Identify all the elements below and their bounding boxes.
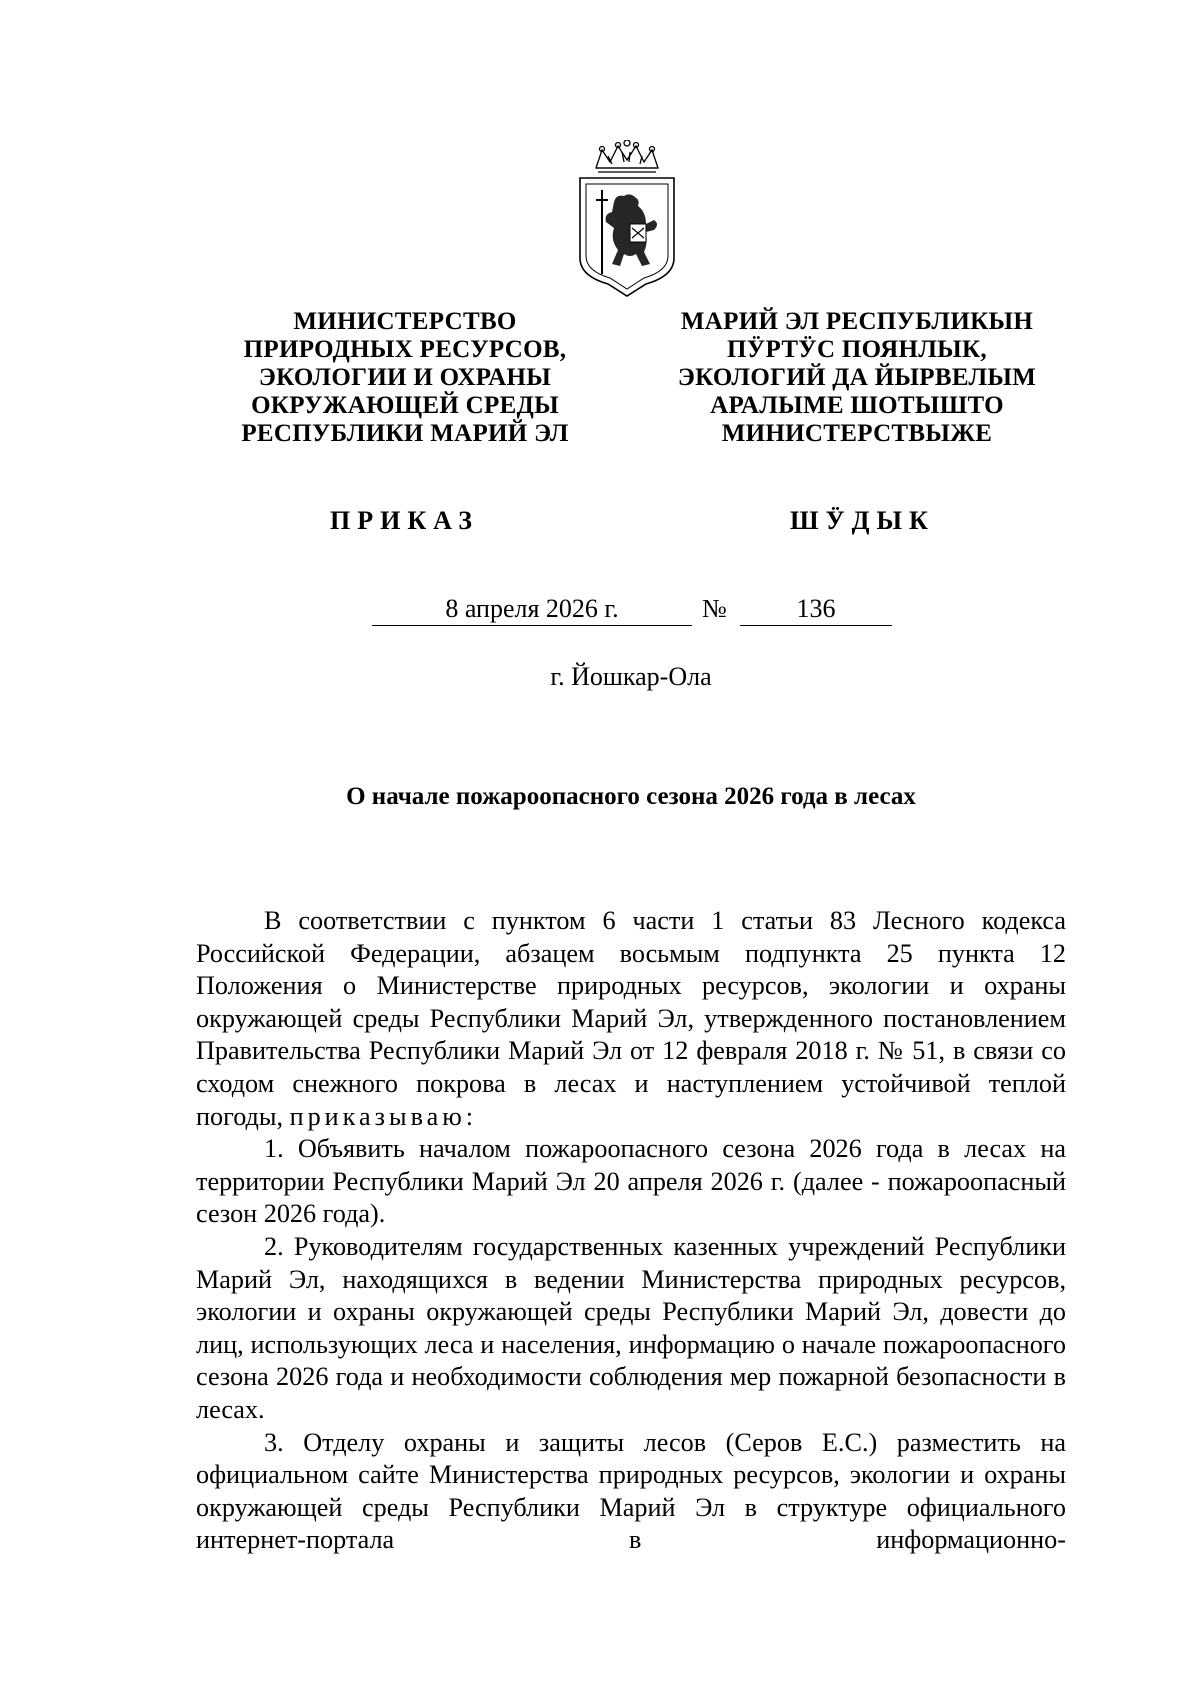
number-sign: № [702,594,727,623]
org-ru-line: ЭКОЛОГИИ И ОХРАНЫ [258,364,552,391]
order-word: приказываю: [289,1101,478,1131]
doc-kind-mari: ШӰДЫК [790,506,935,535]
org-mari-line: МИНИСТЕРСТВЫЖЕ [721,420,993,447]
order-item-2: 2. Руководителям государственных казенных учреждений Республики Марий Эл, находящихся в ведении Министерства природных ресурсов, экологии и охраны окружающей среды Республики Марий Эл, довести до лиц, использующих леса и населения, информацию о начале пожароопасного сезона 2026 года и необходимости соблюдения мер пожарной безопасности в лесах. [196,1231,1066,1424]
org-name-mari [652,308,1062,448]
order-item-3: 3. Отделу охраны и защиты лесов (Серов Е.С.) разместить на официальном сайте Министерства природных ресурсов, экологии и охраны окружающей среды Республики Марий Эл в структуре официального интернет-портала в информационно- [196,1427,1066,1555]
org-ru-line: ОКРУЖАЮЩЕЙ СРЕДЫ [251,392,559,419]
preamble-paragraph [196,905,1066,1133]
org-mari-line: ЭКОЛОГИЙ ДА ЙЫРВЕЛЫМ [677,364,1037,391]
org-ru-line: МИНИСТЕРСТВО [293,308,517,335]
order-number: 136 [740,593,892,626]
order-item-1: 1. Объявить началом пожароопасного сезона 2026 года в лесах на территории Республики Марий Эл 20 апреля 2026 г. (далее - пожароопасный сезон 2026 года). [196,1134,1066,1229]
org-mari-line: АРАЛЫМЕ ШОТЫШТО [710,392,1004,419]
order-date: 8 апреля 2026 г. [372,593,692,626]
registration-line [372,592,892,626]
preamble-text: В соответствии с пунктом 6 части 1 статьи 83 Лесного кодекса Российской Федерации, абзацем восьмым подпункта 25 пункта 12 Положения о Министерстве природных ресурсов, экологии и охраны окружающей среды Республики Марий Эл, утвержденного постановлением Правительства Республики Марий Эл от 12 февраля 2018 г. № 51, в связи со сходом снежного покрова в лесах и наступлением устойчивой теплой погоды, [196,906,1066,1131]
org-ru-line: РЕСПУБЛИКИ МАРИЙ ЭЛ [241,420,569,447]
document-title: О начале пожароопасного сезона 2026 года в лесах [346,783,916,810]
coat-of-arms-icon [574,140,680,300]
document-body [196,905,1066,1557]
doc-kind-ru: ПРИКАЗ [330,506,480,535]
coat-of-arms-emblem [574,140,680,300]
city: г. Йошкар-Ола [550,662,712,691]
org-ru-line: ПРИРОДНЫХ РЕСУРСОВ, [243,336,567,363]
org-mari-line: МАРИЙ ЭЛ РЕСПУБЛИКЫН [680,308,1034,335]
org-mari-line: ПӰРТӰС ПОЯНЛЫК, [727,336,987,363]
org-name-ru [210,308,600,448]
